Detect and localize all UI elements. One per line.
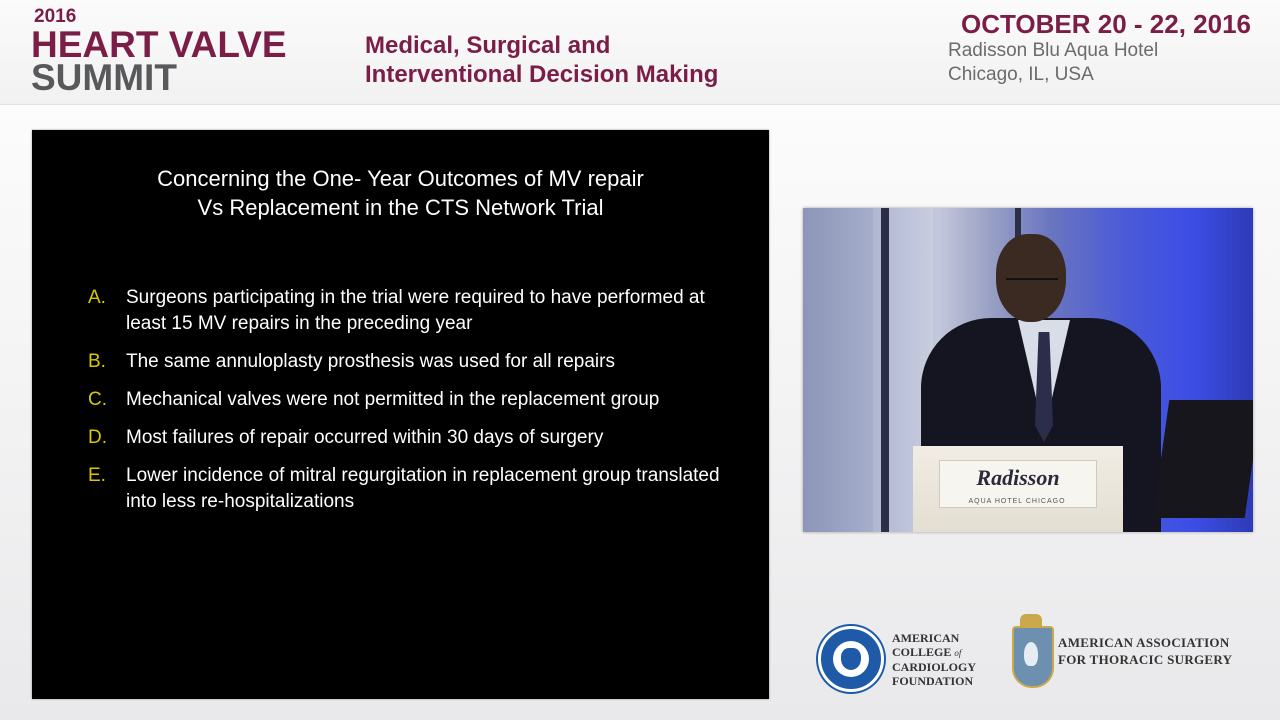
- slide-title-line1: Concerning the One- Year Outcomes of MV repair: [157, 166, 644, 191]
- curtain-stripe: [881, 208, 889, 532]
- option-text: Most failures of repair occurred within 30 days of surgery: [126, 427, 604, 448]
- option-letter: E.: [88, 465, 106, 486]
- acc-seal-icon: [818, 626, 884, 692]
- heart-icon: [841, 648, 861, 670]
- acc-line2: [892, 645, 976, 660]
- option-a: [88, 285, 728, 337]
- event-year: 2016: [34, 6, 77, 27]
- slide-title-line2: Vs Replacement in the CTS Network Trial: [197, 195, 604, 220]
- option-text: The same annuloplasty prosthesis was used for all repairs: [126, 351, 615, 372]
- option-text: Mechanical valves were not permitted in the replacement group: [126, 389, 660, 410]
- option-letter: C.: [88, 389, 107, 410]
- venue-line2: Chicago, IL, USA: [948, 64, 1094, 85]
- event-date: OCTOBER 20 - 22, 2016: [961, 9, 1251, 39]
- acc-logo-text: [892, 631, 976, 688]
- event-header: [0, 0, 1280, 105]
- slide-title: [32, 164, 769, 222]
- acc-line4: FOUNDATION: [892, 673, 974, 688]
- speaker-glasses: [1006, 278, 1058, 290]
- option-b: [88, 349, 728, 375]
- acc-line2-of: of: [954, 647, 962, 658]
- answer-options: [88, 285, 728, 527]
- acc-foundation-logo: [818, 626, 976, 692]
- podium-logo-text: Radisson: [939, 460, 1097, 508]
- acc-line2-word: COLLEGE: [892, 644, 952, 659]
- presentation-slide: [32, 130, 769, 699]
- option-c: [88, 387, 728, 413]
- aats-line1: AMERICAN ASSOCIATION: [1058, 635, 1230, 650]
- event-title-line1: HEART VALVE: [31, 24, 287, 65]
- option-d: [88, 425, 728, 451]
- shield-mark: [1024, 642, 1038, 666]
- aats-line2: FOR THORACIC SURGERY: [1058, 652, 1233, 667]
- stage-monitor: [1153, 400, 1253, 518]
- acc-line1: AMERICAN: [892, 630, 960, 645]
- tagline-line1: Medical, Surgical and: [365, 32, 611, 59]
- option-text: Surgeons participating in the trial were required to have performed at least 15 MV repairs in the preceding year: [126, 287, 705, 334]
- option-letter: A.: [88, 287, 106, 308]
- event-venue: [948, 39, 1158, 87]
- event-title-line2: SUMMIT: [31, 57, 177, 98]
- podium-subtext: AQUA HOTEL CHICAGO: [968, 498, 1066, 505]
- option-letter: D.: [88, 427, 107, 448]
- aats-logo-text: [1058, 634, 1232, 668]
- event-tagline: [365, 31, 718, 89]
- speaker-video[interactable]: [803, 208, 1253, 532]
- aats-logo: [1010, 614, 1232, 688]
- option-letter: B.: [88, 351, 106, 372]
- venue-line1: Radisson Blu Aqua Hotel: [948, 40, 1159, 61]
- option-e: [88, 463, 728, 515]
- acc-line3: CARDIOLOGY: [892, 659, 977, 674]
- aats-shield-icon: [1010, 614, 1052, 688]
- tagline-line2: Interventional Decision Making: [365, 61, 719, 88]
- option-text: Lower incidence of mitral regurgitation in replacement group translated into less re-hospitalizations: [126, 465, 720, 512]
